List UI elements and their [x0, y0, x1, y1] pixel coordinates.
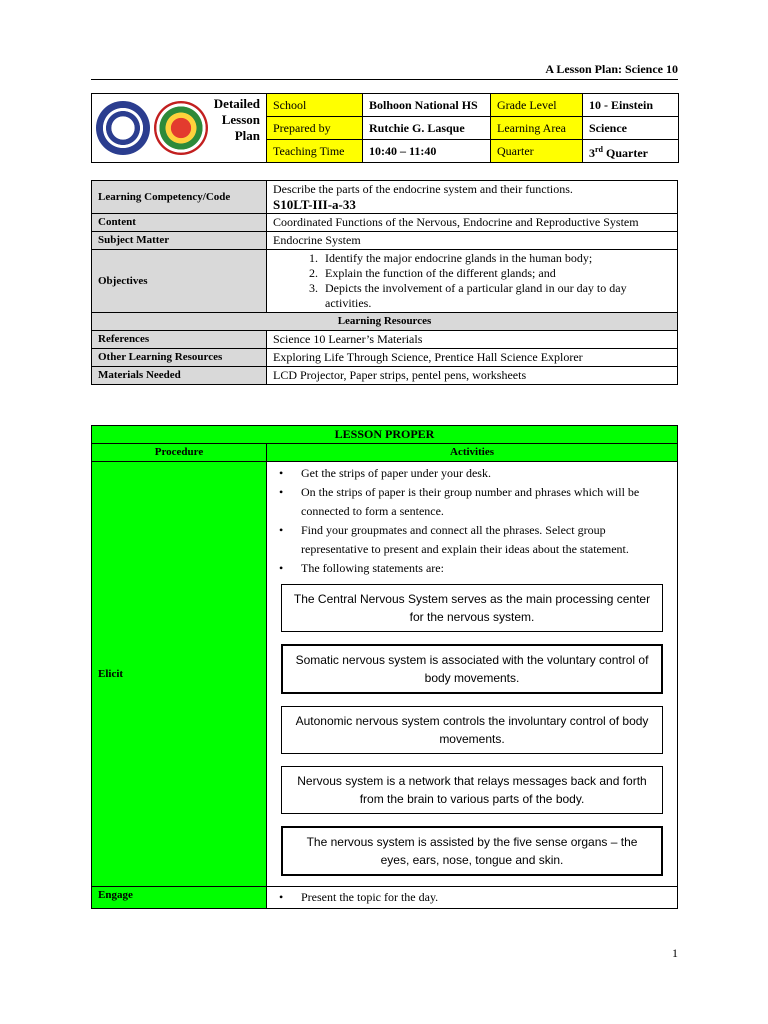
objective-item: 1. Identify the major endocrine glands in the human body;	[321, 251, 671, 266]
competency-label: Learning Competency/Code	[92, 181, 267, 214]
content-text: Coordinated Functions of the Nervous, Endocrine and Reproductive System	[267, 214, 678, 232]
references-label: References	[92, 331, 267, 349]
elicit-activities	[267, 462, 678, 887]
objectives-label: Objectives	[92, 250, 267, 313]
elicit-label: Elicit	[92, 462, 267, 887]
prepared-by-value: Rutchie G. Lasque	[363, 117, 491, 140]
subject-matter-text: Endocrine System	[267, 232, 678, 250]
statement-box: The Central Nervous System serves as the main processing center for the nervous system.	[281, 584, 663, 632]
competency-cell	[267, 181, 678, 214]
other-resources-label: Other Learning Resources	[92, 349, 267, 367]
subject-matter-label: Subject Matter	[92, 232, 267, 250]
statement-box: Somatic nervous system is associated with the voluntary control of body movements.	[281, 644, 663, 694]
lesson-proper-table	[91, 425, 678, 909]
school-value: Bolhoon National HS	[363, 94, 491, 117]
procedure-column-header: Procedure	[92, 444, 267, 462]
engage-label: Engage	[92, 887, 267, 909]
competency-table	[91, 180, 678, 385]
list-item: • On the strips of paper is their group number and phrases which will be connected to form a sentence.	[295, 483, 671, 521]
list-item: • The following statements are:	[295, 559, 671, 578]
header-table	[91, 93, 679, 163]
deped-seal-icon	[96, 101, 150, 155]
other-resources-text: Exploring Life Through Science, Prentice Hall Science Explorer	[267, 349, 678, 367]
competency-text: Describe the parts of the endocrine system and their functions.	[273, 182, 573, 196]
references-text: Science 10 Learner’s Materials	[267, 331, 678, 349]
header-logo-cell	[92, 94, 267, 163]
materials-label: Materials Needed	[92, 367, 267, 385]
elicit-bullet-list	[273, 464, 671, 578]
grade-level-value: 10 - Einstein	[583, 94, 679, 117]
competency-code: S10LT-III-a-33	[273, 197, 356, 212]
page-number: 1	[672, 946, 678, 960]
content-label: Content	[92, 214, 267, 232]
grade-level-label: Grade Level	[491, 94, 583, 117]
list-item: • Present the topic for the day.	[295, 888, 671, 907]
teaching-time-label: Teaching Time	[267, 140, 363, 163]
list-item: • Find your groupmates and connect all the phrases. Select group representative to present and explain their ideas about the statement.	[295, 521, 671, 559]
engage-activities	[267, 887, 678, 909]
lesson-proper-title: LESSON PROPER	[92, 426, 678, 444]
learning-resources-heading: Learning Resources	[92, 313, 678, 331]
objective-item: 3. Depicts the involvement of a particular gland in our day to day activities.	[321, 281, 671, 311]
dlp-title: Detailed Lesson Plan	[213, 96, 260, 143]
objective-item: 2. Explain the function of the different glands; and	[321, 266, 671, 281]
engage-bullet-list	[273, 888, 671, 907]
teaching-time-value: 10:40 – 11:40	[363, 140, 491, 163]
statement-box: The nervous system is assisted by the five sense organs – the eyes, ears, nose, tongue and skin.	[281, 826, 663, 876]
quarter-label: Quarter	[491, 140, 583, 163]
school-label: School	[267, 94, 363, 117]
objectives-cell	[267, 250, 678, 313]
learning-area-label: Learning Area	[491, 117, 583, 140]
objectives-list	[273, 251, 671, 311]
statement-box: Autonomic nervous system controls the involuntary control of body movements.	[281, 706, 663, 754]
statement-box: Nervous system is a network that relays messages back and forth from the brain to various parts of the body.	[281, 766, 663, 814]
running-head: A Lesson Plan: Science 10	[91, 62, 678, 80]
quarter-value: 3rd Quarter	[583, 140, 679, 163]
activities-column-header: Activities	[267, 444, 678, 462]
learning-area-value: Science	[583, 117, 679, 140]
prepared-by-label: Prepared by	[267, 117, 363, 140]
materials-text: LCD Projector, Paper strips, pentel pens, worksheets	[267, 367, 678, 385]
school-seal-icon	[154, 101, 208, 155]
list-item: • Get the strips of paper under your desk.	[295, 464, 671, 483]
